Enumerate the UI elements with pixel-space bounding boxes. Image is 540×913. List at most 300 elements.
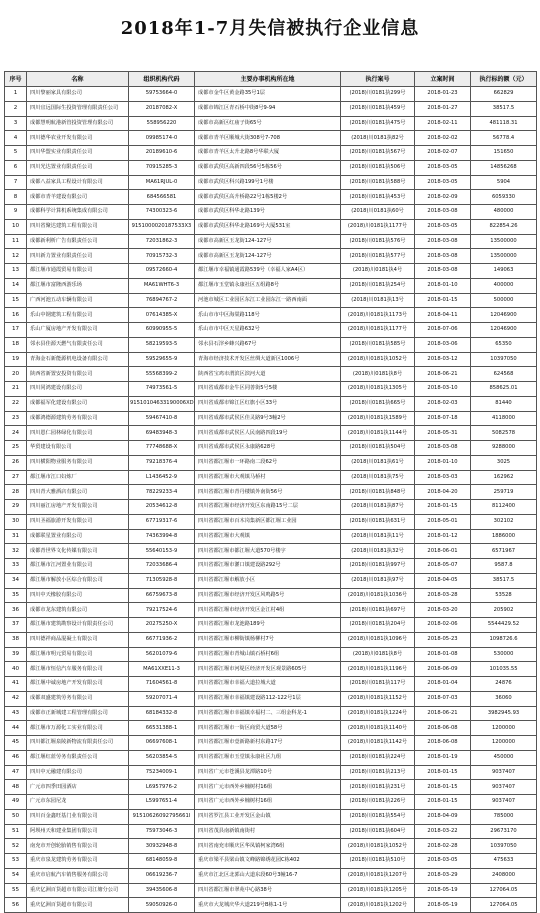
case-number: (2018)川0181执567号 bbox=[341, 146, 415, 161]
office-address: 成都市武侯区高新四段56号5栋56号 bbox=[195, 160, 341, 175]
amount: 6059330 bbox=[471, 190, 537, 205]
org-code: 55640153-9 bbox=[129, 544, 195, 559]
case-number: (2018)川0181执231号 bbox=[341, 780, 415, 795]
org-code: 75973046-3 bbox=[129, 824, 195, 839]
table-row bbox=[5, 898, 537, 913]
table-row bbox=[5, 264, 537, 279]
case-number: (2018)川0181执61号 bbox=[341, 455, 415, 470]
office-address: 四川省都江堰市壹新路新村东路17号 bbox=[195, 736, 341, 751]
office-address: 四川省都江堰市灌口镇建设路292号 bbox=[195, 559, 341, 574]
table-row bbox=[5, 249, 537, 264]
row-index: 7 bbox=[5, 175, 27, 190]
filing-date: 2018-03-05 bbox=[415, 219, 471, 234]
table-row bbox=[5, 573, 537, 588]
amount: 400000 bbox=[471, 278, 537, 293]
org-code: 59753664-0 bbox=[129, 87, 195, 102]
org-code: 59207071-4 bbox=[129, 691, 195, 706]
row-index: 12 bbox=[5, 249, 27, 264]
case-number: (2018)川0181执1205号 bbox=[341, 883, 415, 898]
case-number: (2018)川0181执848号 bbox=[341, 485, 415, 500]
org-code: L5997651-4 bbox=[129, 795, 195, 810]
company-name: 都江堰红蓝劳务有限责任公司 bbox=[27, 750, 129, 765]
amount: 475633 bbox=[471, 854, 537, 869]
case-number: (2018)川0181执1152号 bbox=[341, 691, 415, 706]
office-address: 四川省成都市金牛区同善街5号5楼 bbox=[195, 382, 341, 397]
office-address: 四川省都江堰市幸福镇建设路112-122号1层 bbox=[195, 691, 341, 706]
org-code: 72033686-4 bbox=[129, 559, 195, 574]
table-body bbox=[5, 87, 537, 913]
table-row bbox=[5, 809, 537, 824]
office-address: 四川省都江堰市解放小区 bbox=[195, 573, 341, 588]
filing-date: 2018-03-03 bbox=[415, 470, 471, 485]
company-name: 四川丽江房地产开发有限公司 bbox=[27, 500, 129, 515]
org-code: 78229233-4 bbox=[129, 485, 195, 500]
office-address: 乐山市市中区海棠路118号 bbox=[195, 308, 341, 323]
company-name: 成都科学计算机系统集成有限公司 bbox=[27, 205, 129, 220]
table-row bbox=[5, 293, 537, 308]
column-header-name: 名称 bbox=[27, 72, 129, 87]
office-address: 四川省都江堰市翠苑中心路38号 bbox=[195, 883, 341, 898]
row-index: 18 bbox=[5, 337, 27, 352]
table-row bbox=[5, 382, 537, 397]
case-number: (2018)川0181执665号 bbox=[341, 396, 415, 411]
office-address: 四川省都江堰市经济开发区东南路15号二层 bbox=[195, 500, 341, 515]
case-number: (2018)川0181执1052号 bbox=[341, 352, 415, 367]
table-row bbox=[5, 544, 537, 559]
org-code: 59529655-9 bbox=[129, 352, 195, 367]
row-index: 56 bbox=[5, 898, 27, 913]
case-number: (2018)川0181执1202号 bbox=[341, 898, 415, 913]
company-name: 成都青世界文化传媒有限公司 bbox=[27, 544, 129, 559]
filing-date: 2018-01-15 bbox=[415, 500, 471, 515]
amount: 1098726.6 bbox=[471, 632, 537, 647]
row-index: 33 bbox=[5, 559, 27, 574]
amount: 9587.8 bbox=[471, 559, 537, 574]
filing-date: 2018-06-09 bbox=[415, 662, 471, 677]
amount: 5544429.52 bbox=[471, 618, 537, 633]
case-number: (2018)川0181执226号 bbox=[341, 795, 415, 810]
table-row bbox=[5, 190, 537, 205]
case-number: (2018)川0181执1177号 bbox=[341, 219, 415, 234]
table-row bbox=[5, 618, 537, 633]
row-index: 5 bbox=[5, 146, 27, 161]
org-code: 09572660-4 bbox=[129, 264, 195, 279]
org-code: 58219593-5 bbox=[129, 337, 195, 352]
company-name: 都江堰市解放小区综合有限公司 bbox=[27, 573, 129, 588]
case-number: (2018)川0181执97号 bbox=[341, 573, 415, 588]
filing-date: 2018-05-07 bbox=[415, 559, 471, 574]
company-name: 四川圣福旅游开发有限公司 bbox=[27, 514, 129, 529]
table-row bbox=[5, 883, 537, 898]
case-number: (2018)川0181执75号 bbox=[341, 470, 415, 485]
filing-date: 2018-05-19 bbox=[415, 898, 471, 913]
case-number: (2018)川0181执254号 bbox=[341, 278, 415, 293]
case-number: (2018)川0181执576号 bbox=[341, 234, 415, 249]
amount: 12046900 bbox=[471, 323, 537, 338]
amount: 56778.4 bbox=[471, 131, 537, 146]
filing-date: 2018-03-08 bbox=[415, 205, 471, 220]
filing-date: 2018-01-23 bbox=[415, 87, 471, 102]
case-number: (2018)川0181执8号 bbox=[341, 647, 415, 662]
row-index: 24 bbox=[5, 426, 27, 441]
table-row bbox=[5, 337, 537, 352]
case-number: (2018)川0181执1173号 bbox=[341, 308, 415, 323]
column-header-amount: 执行标的额（元） bbox=[471, 72, 537, 87]
company-name: 重庆市泉龙建筑劳务有限公司 bbox=[27, 854, 129, 869]
filing-date: 2018-02-03 bbox=[415, 396, 471, 411]
table-header-row bbox=[5, 72, 537, 87]
amount: 9288000 bbox=[471, 441, 537, 456]
table-row bbox=[5, 647, 537, 662]
case-number: (2018)川0181执11号 bbox=[341, 529, 415, 544]
table-row bbox=[5, 352, 537, 367]
row-index: 15 bbox=[5, 293, 27, 308]
dishonest-enterprise-table bbox=[4, 71, 537, 913]
amount: 5082578 bbox=[471, 426, 537, 441]
filing-date: 2018-03-05 bbox=[415, 175, 471, 190]
table-row bbox=[5, 308, 537, 323]
amount: 38517.5 bbox=[471, 101, 537, 116]
filing-date: 2018-03-22 bbox=[415, 824, 471, 839]
table-row bbox=[5, 721, 537, 736]
row-index: 51 bbox=[5, 824, 27, 839]
office-address: 四川省成都市锦江区红旗小区33号 bbox=[195, 396, 341, 411]
row-index: 25 bbox=[5, 441, 27, 456]
table-row bbox=[5, 219, 537, 234]
org-code: 66771936-2 bbox=[129, 632, 195, 647]
row-index: 16 bbox=[5, 308, 27, 323]
office-address: 成都市青羊区顺城大街308号7-708 bbox=[195, 131, 341, 146]
table-row bbox=[5, 455, 537, 470]
case-number: (2018)川0181执87号 bbox=[341, 500, 415, 515]
company-name: 重庆市启航汽车销售服务有限公司 bbox=[27, 868, 129, 883]
row-index: 3 bbox=[5, 116, 27, 131]
case-number: (2018)川0181执82号 bbox=[341, 131, 415, 146]
company-name: 四川新力置业有限责任公司 bbox=[27, 249, 129, 264]
filing-date: 2018-01-19 bbox=[415, 750, 471, 765]
org-code: 20189610-6 bbox=[129, 146, 195, 161]
amount: 8112400 bbox=[471, 500, 537, 515]
company-name: 四川德华农业开发有限公司 bbox=[27, 131, 129, 146]
office-address: 四川省都江堰市玉堂镇永康社区九组 bbox=[195, 750, 341, 765]
amount: 858625.01 bbox=[471, 382, 537, 397]
org-code: 06697608-1 bbox=[129, 736, 195, 751]
org-code: 66759673-8 bbox=[129, 588, 195, 603]
office-address: 四川省都江堰市幸福镇幸福村二、三组金科龙-1 bbox=[195, 706, 341, 721]
org-code: 56201079-6 bbox=[129, 647, 195, 662]
amount: 1886000 bbox=[471, 529, 537, 544]
column-header-case-number: 执行案号 bbox=[341, 72, 415, 87]
table-row bbox=[5, 765, 537, 780]
filing-date: 2018-03-29 bbox=[415, 868, 471, 883]
case-number: (2018)川0181执453号 bbox=[341, 190, 415, 205]
row-index: 26 bbox=[5, 455, 27, 470]
row-index: 32 bbox=[5, 544, 27, 559]
org-code: 30932948-8 bbox=[129, 839, 195, 854]
filing-date: 2018-06-08 bbox=[415, 721, 471, 736]
case-number: (2018)川0181执459号 bbox=[341, 101, 415, 116]
amount: 259719 bbox=[471, 485, 537, 500]
org-code: MA61RJUL-0 bbox=[129, 175, 195, 190]
row-index: 47 bbox=[5, 765, 27, 780]
office-address: 四川省广元市西外乡楠树村16组 bbox=[195, 795, 341, 810]
case-number: (2018)川0181执1305号 bbox=[341, 382, 415, 397]
org-code: 20275250-X bbox=[129, 618, 195, 633]
company-name: 成都市正新城建工程管理有限公司 bbox=[27, 706, 129, 721]
company-name: 成都福军化建设有限公司 bbox=[27, 396, 129, 411]
column-header-index: 序号 bbox=[5, 72, 27, 87]
row-index: 14 bbox=[5, 278, 27, 293]
company-name: 青海金石新能源机电设备有限公司 bbox=[27, 352, 129, 367]
company-name: 广元市四季田园酒店 bbox=[27, 780, 129, 795]
case-number: (2018)川0181执697号 bbox=[341, 603, 415, 618]
table-row bbox=[5, 839, 537, 854]
office-address: 成都市武侯区高升桥路22号1栋5楼2号 bbox=[195, 190, 341, 205]
company-name: 四川百金鑫旺基门业有限公司 bbox=[27, 809, 129, 824]
amount: 24876 bbox=[471, 677, 537, 692]
filing-date: 2018-01-15 bbox=[415, 795, 471, 810]
org-code: L6957976-2 bbox=[129, 780, 195, 795]
filing-date: 2018-03-08 bbox=[415, 249, 471, 264]
org-code: MA61XXE11-3 bbox=[129, 662, 195, 677]
row-index: 53 bbox=[5, 854, 27, 869]
amount: 9037407 bbox=[471, 795, 537, 810]
org-code: 76894767-2 bbox=[129, 293, 195, 308]
row-index: 22 bbox=[5, 396, 27, 411]
org-code: 06619236-7 bbox=[129, 868, 195, 883]
filing-date: 2018-03-28 bbox=[415, 588, 471, 603]
row-index: 23 bbox=[5, 411, 27, 426]
case-number: (2018)川0181执1589号 bbox=[341, 411, 415, 426]
case-number: (2018)川0181执506号 bbox=[341, 160, 415, 175]
office-address: 四川省广元市西外乡楠树村16组 bbox=[195, 780, 341, 795]
table-row bbox=[5, 736, 537, 751]
row-index: 42 bbox=[5, 691, 27, 706]
table-row bbox=[5, 441, 537, 456]
case-number: (2018)川0181执1142号 bbox=[341, 736, 415, 751]
company-name: 乐山中钢建筑工程有限公司 bbox=[27, 308, 129, 323]
table-row bbox=[5, 824, 537, 839]
org-code: 71305928-8 bbox=[129, 573, 195, 588]
amount: 53528 bbox=[471, 588, 537, 603]
filing-date: 2018-03-05 bbox=[415, 854, 471, 869]
office-address: 成都市锦江区青石桥中街8号9-94 bbox=[195, 101, 341, 116]
row-index: 44 bbox=[5, 721, 27, 736]
amount: 127064.05 bbox=[471, 898, 537, 913]
org-code: 74300323-6 bbox=[129, 205, 195, 220]
company-name: 成都双盛建筑劳务有限公司 bbox=[27, 691, 129, 706]
row-index: 20 bbox=[5, 367, 27, 382]
table-row bbox=[5, 632, 537, 647]
filing-date: 2018-04-20 bbox=[415, 485, 471, 500]
amount: 530000 bbox=[471, 647, 537, 662]
amount: 151650 bbox=[471, 146, 537, 161]
filing-date: 2018-03-20 bbox=[415, 603, 471, 618]
table-row bbox=[5, 205, 537, 220]
company-name: 四川省聚达建筑工程有限公司 bbox=[27, 219, 129, 234]
amount: 3025 bbox=[471, 455, 537, 470]
column-header-address: 主要办事机构所在地 bbox=[195, 72, 341, 87]
case-number: (2018)川0181执213号 bbox=[341, 765, 415, 780]
company-name: 四川光达置业有限责任公司 bbox=[27, 160, 129, 175]
office-address: 重庆市大龙城庆华大道219号B栋1-1号 bbox=[195, 898, 341, 913]
table-row bbox=[5, 485, 537, 500]
case-number: (2018)川0181执604号 bbox=[341, 824, 415, 839]
amount: 5904 bbox=[471, 175, 537, 190]
case-number: (2018)川0181执997号 bbox=[341, 559, 415, 574]
row-index: 45 bbox=[5, 736, 27, 751]
table-row bbox=[5, 101, 537, 116]
case-number: (2018)川0181执585号 bbox=[341, 337, 415, 352]
office-address: 成都市高新区玉龙街124-127号 bbox=[195, 249, 341, 264]
filing-date: 2018-01-15 bbox=[415, 765, 471, 780]
amount: 1200000 bbox=[471, 736, 537, 751]
org-code: 07614385-X bbox=[129, 308, 195, 323]
filing-date: 2018-05-23 bbox=[415, 632, 471, 647]
office-address: 成都市高新区红庙子街65号 bbox=[195, 116, 341, 131]
table-row bbox=[5, 323, 537, 338]
filing-date: 2018-03-08 bbox=[415, 264, 471, 279]
company-name: 都江堰市江口妇炼厂 bbox=[27, 470, 129, 485]
case-number: (2018)川0181执32号 bbox=[341, 544, 415, 559]
filing-date: 2018-07-03 bbox=[415, 691, 471, 706]
company-name: 都江堰市建筑勘察设计有限责任公司 bbox=[27, 618, 129, 633]
filing-date: 2018-07-06 bbox=[415, 323, 471, 338]
case-number: (2018)川0181执8号 bbox=[341, 367, 415, 382]
amount: 162962 bbox=[471, 470, 537, 485]
org-code: 74363994-8 bbox=[129, 529, 195, 544]
table-row bbox=[5, 131, 537, 146]
org-code: 20187082-X bbox=[129, 101, 195, 116]
case-number: (2018)川0181执577号 bbox=[341, 249, 415, 264]
case-number: (2018)川0181执475号 bbox=[341, 116, 415, 131]
table-row bbox=[5, 278, 537, 293]
filing-date: 2018-01-27 bbox=[415, 101, 471, 116]
table-row bbox=[5, 87, 537, 102]
company-name: 重庆亿洲百货超市有限公司江塘分公司 bbox=[27, 883, 129, 898]
office-address: 都江堰市玉堂镇永康社区五组路8号 bbox=[195, 278, 341, 293]
org-code: 70915732-3 bbox=[129, 249, 195, 264]
amount: 10397050 bbox=[471, 839, 537, 854]
org-code: 39435606-8 bbox=[129, 883, 195, 898]
filing-date: 2018-06-01 bbox=[415, 544, 471, 559]
table-row bbox=[5, 691, 537, 706]
org-code: 9151000020187533X3 bbox=[129, 219, 195, 234]
company-name: 华贸建设有限公司 bbox=[27, 441, 129, 456]
office-address: 成都市武侯区科兴路199号1号楼 bbox=[195, 175, 341, 190]
org-code: 74973561-5 bbox=[129, 382, 195, 397]
filing-date: 2018-06-21 bbox=[415, 367, 471, 382]
row-index: 8 bbox=[5, 190, 27, 205]
row-index: 40 bbox=[5, 662, 27, 677]
filing-date: 2018-01-12 bbox=[415, 529, 471, 544]
row-index: 48 bbox=[5, 780, 27, 795]
company-name: 广元市东园尼龙 bbox=[27, 795, 129, 810]
row-index: 6 bbox=[5, 160, 27, 175]
amount: 12046900 bbox=[471, 308, 537, 323]
table-row bbox=[5, 426, 537, 441]
org-code: 72031862-3 bbox=[129, 234, 195, 249]
office-address: 四川省都江堰市百木岗集新区都江堰工业园 bbox=[195, 514, 341, 529]
company-name: 四川同鸿建设有限公司 bbox=[27, 382, 129, 397]
case-number: (2018)川0181执224号 bbox=[341, 750, 415, 765]
org-code: MA61WHT6-3 bbox=[129, 278, 195, 293]
amount: 785000 bbox=[471, 809, 537, 824]
table-row bbox=[5, 750, 537, 765]
table-row bbox=[5, 868, 537, 883]
office-address: 成都市金牛区黄金路35号1层 bbox=[195, 87, 341, 102]
row-index: 54 bbox=[5, 868, 27, 883]
document-title: 2018年1-7月失信被执行企业信息 bbox=[120, 18, 420, 39]
amount: 81440 bbox=[471, 396, 537, 411]
filing-date: 2018-01-10 bbox=[415, 455, 471, 470]
case-number: (2018)川0181执1177号 bbox=[341, 323, 415, 338]
row-index: 13 bbox=[5, 264, 27, 279]
filing-date: 2018-03-12 bbox=[415, 352, 471, 367]
table-row bbox=[5, 234, 537, 249]
filing-date: 2018-03-10 bbox=[415, 382, 471, 397]
table-row bbox=[5, 500, 537, 515]
company-name: 都江堰市万源化工实业有限公司 bbox=[27, 721, 129, 736]
amount: 1200000 bbox=[471, 721, 537, 736]
org-code: 91510104633190006XD bbox=[129, 396, 195, 411]
filing-date: 2018-04-11 bbox=[415, 308, 471, 323]
row-index: 28 bbox=[5, 485, 27, 500]
filing-date: 2018-04-09 bbox=[415, 809, 471, 824]
row-index: 46 bbox=[5, 750, 27, 765]
table-row bbox=[5, 396, 537, 411]
row-index: 1 bbox=[5, 87, 27, 102]
filing-date: 2018-04-05 bbox=[415, 573, 471, 588]
case-number: (2018)川0181执510号 bbox=[341, 854, 415, 869]
org-code: 70915285-3 bbox=[129, 160, 195, 175]
company-name: 成都新利析广告有限责任公司 bbox=[27, 234, 129, 249]
company-name: 都江堰中诚房地产开发有限公司 bbox=[27, 677, 129, 692]
column-header-filing-date: 立案时间 bbox=[415, 72, 471, 87]
amount: 4118000 bbox=[471, 411, 537, 426]
company-name: 四川中元融建有限公司 bbox=[27, 765, 129, 780]
company-name: 邻水县佳源天燃气有限责任公司 bbox=[27, 337, 129, 352]
case-number: (2018)川0181执1052号 bbox=[341, 839, 415, 854]
case-number: (2018)川0181执588号 bbox=[341, 175, 415, 190]
amount: 9037407 bbox=[471, 780, 537, 795]
filing-date: 2018-02-09 bbox=[415, 190, 471, 205]
filing-date: 2018-05-01 bbox=[415, 514, 471, 529]
company-name: 成都鸿德源建筑劳务有限公司 bbox=[27, 411, 129, 426]
table-row bbox=[5, 706, 537, 721]
filing-date: 2018-03-08 bbox=[415, 234, 471, 249]
case-number: (2018)川0181执631号 bbox=[341, 514, 415, 529]
office-address: 成都市青羊区太升北路8号华联大厦 bbox=[195, 146, 341, 161]
company-name: 四川都江堰泉陵新物流有限责任公司 bbox=[27, 736, 129, 751]
row-index: 17 bbox=[5, 323, 27, 338]
office-address: 四川省成都市武侯区佳灵路9号3幢2号 bbox=[195, 411, 341, 426]
org-code: 66531388-1 bbox=[129, 721, 195, 736]
org-code: 558956220 bbox=[129, 116, 195, 131]
org-code: 79218376-4 bbox=[129, 455, 195, 470]
row-index: 2 bbox=[5, 101, 27, 116]
table-row bbox=[5, 662, 537, 677]
filing-date: 2018-01-10 bbox=[415, 278, 471, 293]
office-address: 都江堰市幸福镇通霞路539号（幸福人家A4区） bbox=[195, 264, 341, 279]
case-number: (2018)川0181执13号 bbox=[341, 293, 415, 308]
office-address: 成都市高新区玉龙街124-127号 bbox=[195, 234, 341, 249]
office-address: 四川省都江堰市一环路南二段62号 bbox=[195, 455, 341, 470]
filing-date: 2018-01-08 bbox=[415, 647, 471, 662]
company-name: 四川德祥商品混凝土有限公司 bbox=[27, 632, 129, 647]
org-code: 59467410-8 bbox=[129, 411, 195, 426]
office-address: 青海市经济技术开发区丝绸大道新区1006号 bbox=[195, 352, 341, 367]
